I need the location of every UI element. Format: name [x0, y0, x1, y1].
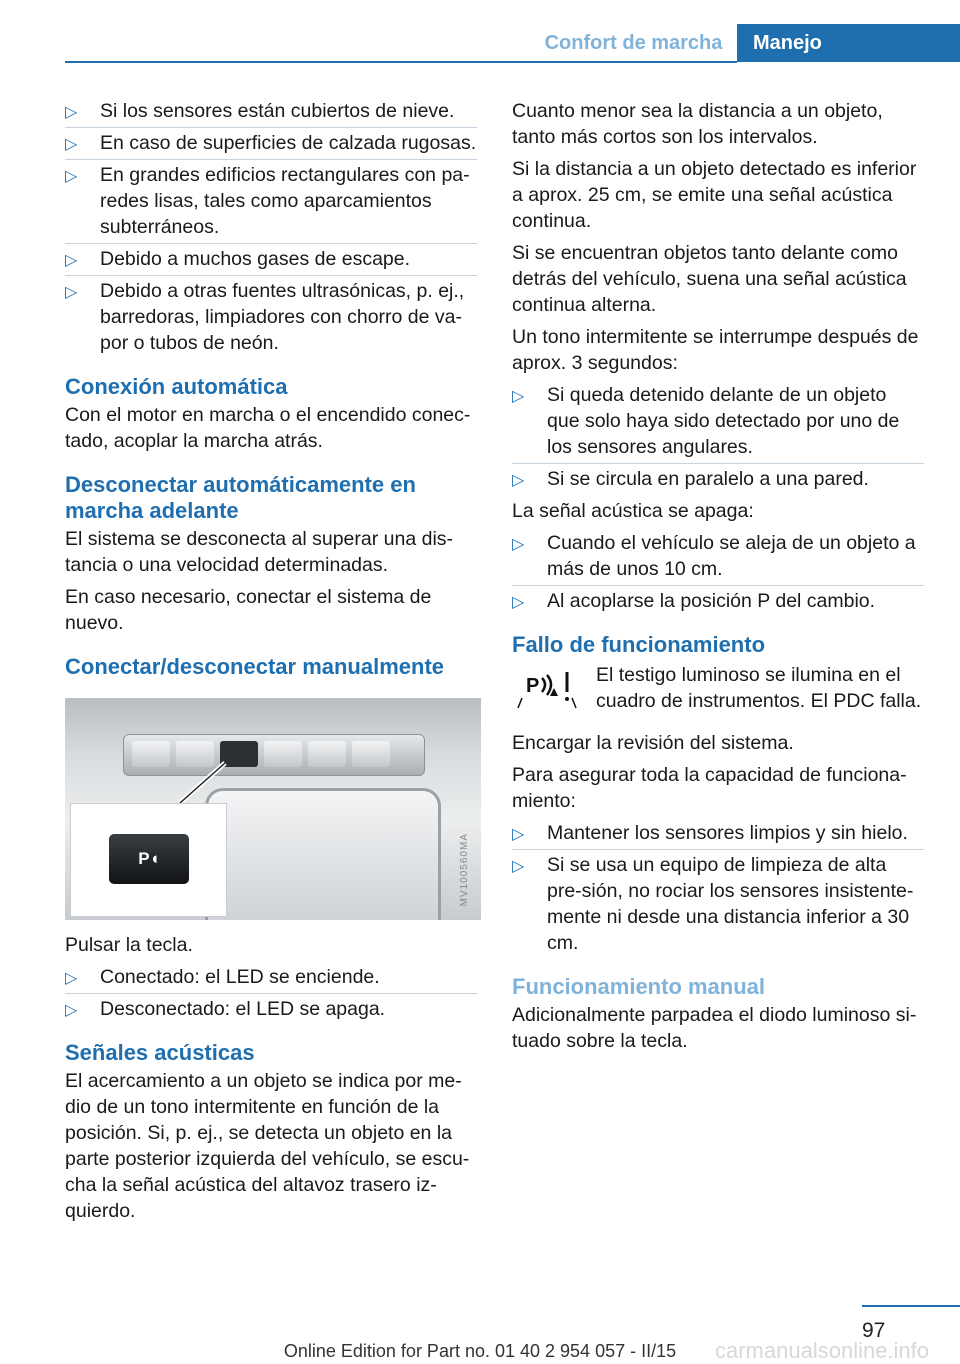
- bullet-list-ensure: [512, 820, 924, 956]
- triangle-right-icon: ▷: [65, 968, 78, 987]
- pdc-button-icon: P◖: [109, 834, 189, 884]
- paragraph: Adicionalmente parpadea el diodo luminoso si‐tuado sobre la tecla.: [512, 1004, 917, 1052]
- list-item: ▷ Desconectado: el LED se apaga.: [65, 996, 477, 1022]
- list-item: ▷ Cuando el vehículo se aleja de un objeto a más de unos 10 cm.: [512, 530, 924, 582]
- right-column: [512, 98, 924, 1060]
- watermark: carmanualsonline.info: [715, 1338, 930, 1363]
- triangle-right-icon: ▷: [65, 134, 78, 153]
- triangle-right-icon: ▷: [512, 856, 525, 875]
- footer-rule: [862, 1305, 960, 1307]
- paragraph: Cuanto menor sea la distancia a un objeto, tanto más cortos son los intervalos.: [512, 100, 883, 148]
- list-item: ▷ En caso de superficies de calzada rugosas.: [65, 130, 477, 156]
- tab-section: Confort de marcha: [544, 32, 723, 54]
- list-item: ▷ Si se circula en paralelo a una pared.: [512, 466, 924, 492]
- heading-malfunction: Fallo de funcionamiento: [512, 632, 766, 657]
- triangle-right-icon: ▷: [65, 282, 78, 301]
- edition-line: Online Edition for Part no. 01 40 2 954 057 - II/15: [283, 1341, 677, 1361]
- paragraph: Encargar la revisión del sistema.: [512, 732, 794, 754]
- triangle-right-icon: ▷: [512, 534, 525, 553]
- page-footer: [0, 1305, 960, 1362]
- warning-block: [512, 662, 924, 722]
- page-header: [0, 24, 960, 62]
- paragraph: Pulsar la tecla.: [65, 934, 193, 956]
- paragraph: La señal acústica se apaga:: [512, 500, 754, 522]
- bullet-list-led: [65, 964, 477, 1022]
- triangle-right-icon: ▷: [65, 250, 78, 269]
- paragraph: En caso necesario, conectar el sistema de nuevo.: [65, 586, 432, 634]
- button-closeup: [70, 803, 227, 917]
- list-item: ▷ Al acoplarse la posición P del cambio.: [512, 588, 924, 614]
- triangle-right-icon: ▷: [512, 386, 525, 405]
- pdc-warning-icon: [512, 662, 582, 712]
- console-tray: [205, 788, 441, 920]
- paragraph: El acercamiento a un objeto se indica por me‐dio de un tono intermitente en función de la posición. Si, p. ej., se detecta un objeto en la parte posterior izquierda del vehículo, se escu‐cha la señal acústica del altavoz trasero iz‐quierdo.: [65, 1070, 470, 1222]
- figure-code: MV100560MA: [459, 832, 470, 906]
- paragraph: Si la distancia a un objeto detectado es inferior a aprox. 25 cm, se emite una señal acústica continua.: [512, 158, 917, 232]
- triangle-right-icon: ▷: [512, 592, 525, 611]
- heading-manual-toggle: Conectar/desconectar manualmente: [65, 654, 445, 679]
- paragraph: Con el motor en marcha o el encendido conec‐tado, acoplar la marcha atrás.: [65, 404, 471, 452]
- triangle-right-icon: ▷: [512, 470, 525, 489]
- list-item: ▷ En grandes edificios rectangulares con pa‐redes lisas, tales como aparcamientos subterráneos.: [65, 162, 477, 240]
- center-console-buttons: [123, 734, 425, 776]
- bullet-list-interrupt: [512, 382, 924, 492]
- list-item: ▷ Si los sensores están cubiertos de nieve.: [65, 98, 477, 124]
- list-item: ▷ Conectado: el LED se enciende.: [65, 964, 477, 990]
- callout-line: [175, 758, 235, 808]
- bullet-list-off: [512, 530, 924, 614]
- paragraph: Si se encuentran objetos tanto delante como detrás del vehículo, suena una señal acústica continua alterna.: [512, 242, 907, 316]
- page-number: 97: [862, 1319, 886, 1342]
- pdc-button-figure: [65, 698, 481, 920]
- paragraph: El sistema se desconecta al superar una dis‐tancia o una velocidad determinadas.: [65, 528, 454, 576]
- triangle-right-icon: ▷: [512, 824, 525, 843]
- triangle-right-icon: ▷: [65, 1000, 78, 1019]
- triangle-right-icon: ▷: [65, 102, 78, 121]
- header-rule: [65, 61, 737, 63]
- heading-auto-disconnect: Desconectar automáticamente en marcha adelante: [65, 472, 416, 523]
- list-item: ▷ Debido a otras fuentes ultrasónicas, p. ej., barredoras, limpiadores con chorro de va‐por o tubos de neón.: [65, 280, 465, 354]
- list-item: ▷ Mantener los sensores limpios y sin hielo.: [512, 820, 924, 846]
- paragraph: Un tono intermitente se interrumpe después de aprox. 3 segundos:: [512, 326, 919, 374]
- heading-auto-connect: Conexión automática: [65, 374, 288, 399]
- tab-chapter: Manejo: [737, 24, 960, 62]
- paragraph: Para asegurar toda la capacidad de funciona‐miento:: [512, 764, 907, 812]
- list-item: ▷ Si queda detenido delante de un objeto que solo haya sido detectado por uno de los sensores angulares.: [512, 382, 924, 460]
- bullet-list-conditions: [65, 98, 477, 356]
- heading-acoustic-signals: Señales acústicas: [65, 1040, 255, 1065]
- left-column: [65, 98, 477, 1230]
- list-item: ▷ Si se usa un equipo de limpieza de alta pre‐sión, no rociar los sensores insistente‐mente ni desde una distancia inferior a 30 cm.: [512, 854, 914, 954]
- triangle-right-icon: ▷: [65, 166, 78, 185]
- svg-text:P: P: [526, 675, 540, 697]
- list-item: ▷ Debido a muchos gases de escape.: [65, 246, 477, 272]
- heading-manual-operation: Funcionamiento manual: [512, 974, 766, 999]
- warning-text: El testigo luminoso se ilumina en el cuadro de instrumentos. El PDC falla.: [596, 664, 922, 712]
